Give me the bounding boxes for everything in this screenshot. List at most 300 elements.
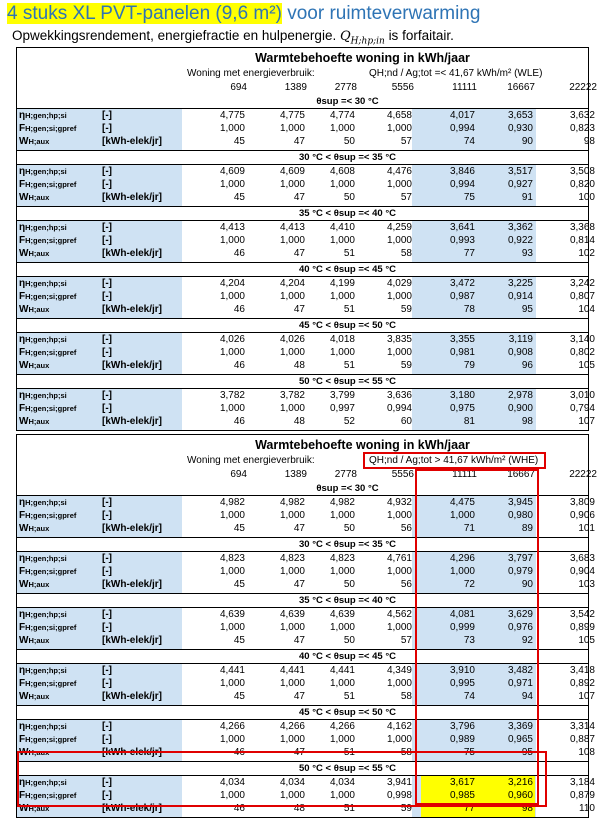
- table-cell: 107: [578, 416, 595, 427]
- table-cell: 3,617: [449, 777, 475, 788]
- row-unit: [kWh-elek/jr]: [102, 579, 163, 590]
- table-cell: 100: [578, 192, 595, 203]
- table-cell: 0,900: [507, 403, 533, 414]
- row-label: WH;aux: [19, 304, 50, 315]
- row-unit: [-]: [102, 390, 112, 401]
- table-cell: 0,994: [449, 179, 475, 190]
- group-header: 45 °C < θsup =< 50 °C: [17, 705, 588, 719]
- group-header: θsup =< 30 °C: [316, 483, 379, 494]
- table-cell: 56: [400, 579, 412, 590]
- table-cell: 1,000: [386, 734, 412, 745]
- table-cell: 1,000: [219, 678, 245, 689]
- column-header: 5556: [391, 82, 414, 93]
- table-cell: 1,000: [386, 347, 412, 358]
- table-cell: 4,441: [279, 665, 305, 676]
- table-cell: 0,993: [449, 235, 475, 246]
- table-cell: 1,000: [219, 179, 245, 190]
- table-cell: 4,018: [329, 334, 355, 345]
- table-cell: 4,476: [386, 166, 412, 177]
- annotation-box-last-group: [17, 751, 547, 807]
- table-cell: 1,000: [219, 510, 245, 521]
- row-unit: [-]: [102, 347, 112, 358]
- table-cell: 1,000: [279, 347, 305, 358]
- table-cell: 0,980: [507, 510, 533, 521]
- table-cell: 58: [400, 747, 412, 758]
- group-header: 50 °C < θsup =< 55 °C: [17, 761, 588, 775]
- table-cell: 3,362: [507, 222, 533, 233]
- table-cell: 3,180: [449, 390, 475, 401]
- table-cell: 90: [521, 579, 533, 590]
- table-cell: 4,639: [279, 609, 305, 620]
- table-cell: 60: [400, 416, 412, 427]
- table-cell: 4,410: [329, 222, 355, 233]
- table-cell: 4,029: [386, 278, 412, 289]
- table-cell: 98: [583, 136, 595, 147]
- row-label: ηH;gen;hp;si: [19, 334, 67, 345]
- column-headers: [17, 82, 597, 94]
- table-cell: 3,941: [386, 777, 412, 788]
- row-unit: [-]: [102, 235, 112, 246]
- table-cell: 3,010: [569, 390, 595, 401]
- table-cell: 74: [463, 136, 475, 147]
- table-cell: 0,971: [507, 678, 533, 689]
- table-cell: 3,797: [507, 553, 533, 564]
- group-header: 35 °C < θsup =< 40 °C: [17, 593, 588, 607]
- row-label: FH;gen;si;gpref: [19, 734, 77, 745]
- table-cell: 3,945: [507, 497, 533, 508]
- row-label: ηH;gen;hp;si: [19, 390, 67, 401]
- table-cell: 0,960: [507, 790, 533, 801]
- table-cell: 4,609: [219, 166, 245, 177]
- row-label: WH;aux: [19, 691, 50, 702]
- table-cell: 1,000: [386, 123, 412, 134]
- table-cell: 107: [578, 691, 595, 702]
- table-cell: 1,000: [279, 678, 305, 689]
- table-cell: 108: [578, 747, 595, 758]
- table-cell: 4,823: [279, 553, 305, 564]
- table-cell: 45: [233, 523, 245, 534]
- row-label: ηH;gen;hp;si: [19, 166, 67, 177]
- table-cell: 46: [233, 360, 245, 371]
- table-cell: 4,932: [386, 497, 412, 508]
- table-cell: 75: [463, 747, 475, 758]
- table-cell: 1,000: [449, 510, 475, 521]
- table-cell: 1,000: [279, 235, 305, 246]
- row-label: WH;aux: [19, 192, 50, 203]
- label-energy: Woning met energieverbruik:: [187, 455, 315, 466]
- table-cell: 0,985: [449, 790, 475, 801]
- table-cell: 1,000: [386, 566, 412, 577]
- table-cell: 47: [293, 635, 305, 646]
- row-label: WH;aux: [19, 248, 50, 259]
- row-label: ηH;gen;hp;si: [19, 278, 67, 289]
- table-cell: 4,775: [219, 110, 245, 121]
- row-unit: [-]: [102, 609, 112, 620]
- table-cell: 58: [400, 691, 412, 702]
- table-cell: 3,482: [507, 665, 533, 676]
- row-label: FH;gen;si;gpref: [19, 790, 77, 801]
- title-rest: voor ruimteverwarming: [281, 3, 481, 24]
- table-title: Warmtebehoefte woning in kWh/jaar: [255, 438, 470, 452]
- table-cell: 50: [343, 579, 355, 590]
- row-label: WH;aux: [19, 747, 50, 758]
- row-unit: [-]: [102, 721, 112, 732]
- row-units: [102, 664, 182, 705]
- group-header: 45 °C < θsup =< 50 °C: [17, 318, 588, 332]
- group-header: 40 °C < θsup =< 45 °C: [17, 649, 588, 663]
- row-label: ηH;gen;hp;si: [19, 777, 67, 788]
- table-cell: 51: [343, 304, 355, 315]
- row-label: ηH;gen;hp;si: [19, 721, 67, 732]
- row-label: FH;gen;si;gpref: [19, 678, 77, 689]
- row-unit: [-]: [102, 123, 112, 134]
- row-label: FH;gen;si;gpref: [19, 403, 77, 414]
- table-cell: 59: [400, 803, 412, 814]
- row-unit: [kWh-elek/jr]: [102, 360, 163, 371]
- table-cell: 3,782: [279, 390, 305, 401]
- table-cell: 51: [343, 691, 355, 702]
- table-cell: 45: [233, 691, 245, 702]
- table-cell: 4,982: [329, 497, 355, 508]
- table-cell: 51: [343, 360, 355, 371]
- table-cell: 46: [233, 304, 245, 315]
- table-cell: 105: [578, 360, 595, 371]
- table-cell: 47: [293, 136, 305, 147]
- table-cell: 0,994: [449, 123, 475, 134]
- column-header: 694: [230, 469, 247, 480]
- table-cell: 0,879: [569, 790, 595, 801]
- table-cell: 3,508: [569, 166, 595, 177]
- group-header: 50 °C < θsup =< 55 °C: [17, 374, 588, 388]
- table-cell: 50: [343, 136, 355, 147]
- group-header: θsup =< 30 °C: [316, 96, 379, 107]
- row-label: ηH;gen;hp;si: [19, 609, 67, 620]
- table-cell: 3,368: [569, 222, 595, 233]
- row-label: WH;aux: [19, 523, 50, 534]
- table-cell: 1,000: [219, 347, 245, 358]
- table-cell: 1,000: [219, 622, 245, 633]
- row-label: ηH;gen;hp;si: [19, 665, 67, 676]
- q-letter: Q: [339, 29, 351, 44]
- table-cell: 0,999: [449, 622, 475, 633]
- row-unit: [-]: [102, 510, 112, 521]
- row-label: ηH;gen;hp;si: [19, 110, 67, 121]
- row-unit: [-]: [102, 566, 112, 577]
- table-cell: 74: [463, 691, 475, 702]
- table-cell: 1,000: [329, 510, 355, 521]
- table-wle: [16, 47, 597, 431]
- row-label: FH;gen;si;gpref: [19, 347, 77, 358]
- table-cell: 4,081: [449, 609, 475, 620]
- column-header: 2778: [334, 469, 357, 480]
- table-cell: 3,225: [507, 278, 533, 289]
- table-cell: 45: [233, 635, 245, 646]
- table-title: Warmtebehoefte woning in kWh/jaar: [255, 51, 470, 65]
- table-cell: 1,000: [329, 790, 355, 801]
- table-cell: 1,000: [329, 291, 355, 302]
- data-group: [17, 332, 595, 374]
- table-cell: 46: [233, 248, 245, 259]
- table-cell: 98: [521, 416, 533, 427]
- row-unit: [kWh-elek/jr]: [102, 248, 163, 259]
- table-cell: 1,000: [329, 566, 355, 577]
- table-cell: 0,887: [569, 734, 595, 745]
- table-cell: 4,034: [329, 777, 355, 788]
- table-cell: 4,608: [329, 166, 355, 177]
- table-cell: 0,994: [386, 403, 412, 414]
- table-cell: 3,140: [569, 334, 595, 345]
- table-cell: 0,975: [449, 403, 475, 414]
- table-cell: 50: [343, 192, 355, 203]
- table-cell: 4,639: [329, 609, 355, 620]
- column-header: 22222: [569, 469, 597, 480]
- table-cell: 3,355: [449, 334, 475, 345]
- table-cell: 4,199: [329, 278, 355, 289]
- row-label: FH;gen;si;gpref: [19, 179, 77, 190]
- table-cell: 1,000: [279, 291, 305, 302]
- table-cell: 104: [578, 304, 595, 315]
- table-cell: 0,965: [507, 734, 533, 745]
- table-cell: 1,000: [386, 235, 412, 246]
- column-header: 16667: [507, 82, 535, 93]
- table-cell: 81: [463, 416, 475, 427]
- table-cell: 3,683: [569, 553, 595, 564]
- data-group: [17, 276, 595, 318]
- table-cell: 1,000: [219, 235, 245, 246]
- row-unit: [-]: [102, 665, 112, 676]
- table-cell: 3,517: [507, 166, 533, 177]
- row-label: WH;aux: [19, 803, 50, 814]
- page-title: [7, 2, 480, 26]
- table-cell: 103: [578, 579, 595, 590]
- table-cell: 91: [521, 192, 533, 203]
- table-cell: 3,799: [329, 390, 355, 401]
- table-cell: 1,000: [219, 403, 245, 414]
- column-header: 16667: [507, 469, 535, 480]
- table-cell: 0,927: [507, 179, 533, 190]
- table-cell: 1,000: [386, 291, 412, 302]
- row-units: [102, 165, 182, 206]
- row-unit: [kWh-elek/jr]: [102, 136, 163, 147]
- table-cell: 4,162: [386, 721, 412, 732]
- table-cell: 47: [293, 691, 305, 702]
- table-cell: 46: [233, 416, 245, 427]
- table-cell: 1,000: [329, 622, 355, 633]
- table-cell: 0,899: [569, 622, 595, 633]
- table-cell: 45: [233, 192, 245, 203]
- table-cell: 0,995: [449, 678, 475, 689]
- table-cell: 3,216: [507, 777, 533, 788]
- table-cell: 95: [521, 747, 533, 758]
- table-cell: 1,000: [219, 291, 245, 302]
- table-cell: 1,000: [386, 510, 412, 521]
- group-header: 40 °C < θsup =< 45 °C: [17, 262, 588, 276]
- table-cell: 47: [293, 579, 305, 590]
- table-cell: 4,441: [219, 665, 245, 676]
- table-cell: 1,000: [279, 790, 305, 801]
- table-cell: 4,658: [386, 110, 412, 121]
- table-cell: 1,000: [329, 347, 355, 358]
- label-criterion: QH;nd / Ag;tot =< 41,67 kWh/m² (WLE): [369, 68, 543, 79]
- table-cell: 0,930: [507, 123, 533, 134]
- table-cell: 1,000: [329, 179, 355, 190]
- table-cell: 3,632: [569, 110, 595, 121]
- table-cell: 4,982: [219, 497, 245, 508]
- table-cell: 51: [343, 747, 355, 758]
- table-cell: 0,823: [569, 123, 595, 134]
- table-cell: 0,997: [329, 403, 355, 414]
- table-cell: 1,000: [279, 734, 305, 745]
- row-label: FH;gen;si;gpref: [19, 622, 77, 633]
- table-cell: 4,204: [279, 278, 305, 289]
- row-unit: [-]: [102, 734, 112, 745]
- label-energy: Woning met energieverbruik:: [187, 68, 315, 79]
- table-cell: 51: [343, 803, 355, 814]
- table-cell: 47: [293, 192, 305, 203]
- table-cell: 93: [521, 248, 533, 259]
- data-group: [17, 388, 595, 430]
- table-cell: 0,794: [569, 403, 595, 414]
- row-label: FH;gen;si;gpref: [19, 235, 77, 246]
- table-cell: 0,820: [569, 179, 595, 190]
- table-cell: 1,000: [329, 123, 355, 134]
- table-cell: 0,802: [569, 347, 595, 358]
- table-cell: 57: [400, 635, 412, 646]
- table-cell: 0,922: [507, 235, 533, 246]
- table-cell: 0,904: [569, 566, 595, 577]
- table-cell: 92: [521, 635, 533, 646]
- column-header: 2778: [334, 82, 357, 93]
- table-cell: 1,000: [219, 734, 245, 745]
- group-header: 30 °C < θsup =< 35 °C: [17, 537, 588, 551]
- table-cell: 0,908: [507, 347, 533, 358]
- table-header: [17, 48, 597, 108]
- row-unit: [-]: [102, 553, 112, 564]
- row-unit: [-]: [102, 334, 112, 345]
- table-cell: 77: [463, 803, 475, 814]
- table-cell: 3,369: [507, 721, 533, 732]
- data-group: [17, 164, 595, 206]
- table-cell: 1,000: [329, 235, 355, 246]
- row-units: [102, 333, 182, 374]
- row-unit: [-]: [102, 291, 112, 302]
- table-cell: 59: [400, 304, 412, 315]
- table-cell: 48: [293, 416, 305, 427]
- table-cell: 57: [400, 192, 412, 203]
- table-cell: 90: [521, 136, 533, 147]
- table-cell: 0,976: [507, 622, 533, 633]
- table-cell: 0,906: [569, 510, 595, 521]
- row-unit: [kWh-elek/jr]: [102, 635, 163, 646]
- row-label: WH;aux: [19, 416, 50, 427]
- table-cell: 71: [463, 523, 475, 534]
- subtitle-text-end: is forfaitair.: [388, 28, 454, 43]
- row-label: ηH;gen;hp;si: [19, 553, 67, 564]
- table-cell: 47: [293, 248, 305, 259]
- table-cell: 4,775: [279, 110, 305, 121]
- row-label: WH;aux: [19, 136, 50, 147]
- table-cell: 4,034: [279, 777, 305, 788]
- table-cell: 4,823: [219, 553, 245, 564]
- table-cell: 1,000: [386, 622, 412, 633]
- table-cell: 52: [343, 416, 355, 427]
- row-unit: [-]: [102, 179, 112, 190]
- table-cell: 105: [578, 635, 595, 646]
- table-cell: 56: [400, 523, 412, 534]
- table-cell: 0,989: [449, 734, 475, 745]
- table-cell: 89: [521, 523, 533, 534]
- row-unit: [kWh-elek/jr]: [102, 523, 163, 534]
- row-unit: [-]: [102, 166, 112, 177]
- row-unit: [kWh-elek/jr]: [102, 691, 163, 702]
- row-label: WH;aux: [19, 579, 50, 590]
- table-cell: 4,026: [279, 334, 305, 345]
- table-cell: 45: [233, 579, 245, 590]
- table-cell: 4,562: [386, 609, 412, 620]
- row-unit: [-]: [102, 497, 112, 508]
- column-header: 5556: [391, 469, 414, 480]
- table-cell: 1,000: [219, 123, 245, 134]
- table-cell: 72: [463, 579, 475, 590]
- table-cell: 1,000: [279, 510, 305, 521]
- annotation-box-criterion: [363, 452, 546, 469]
- table-cell: 1,000: [279, 566, 305, 577]
- table-cell: 47: [293, 304, 305, 315]
- table-cell: 4,034: [219, 777, 245, 788]
- q-symbol: [339, 29, 385, 47]
- table-cell: 4,026: [219, 334, 245, 345]
- table-cell: 4,609: [279, 166, 305, 177]
- q-subscript: H;hp;in: [350, 36, 385, 47]
- table-cell: 1,000: [329, 734, 355, 745]
- column-header: 11111: [452, 82, 477, 93]
- table-cell: 77: [463, 248, 475, 259]
- row-units: [102, 608, 182, 649]
- table-cell: 4,413: [219, 222, 245, 233]
- row-units: [102, 496, 182, 537]
- table-cell: 4,017: [449, 110, 475, 121]
- row-unit: [-]: [102, 278, 112, 289]
- table-cell: 0,892: [569, 678, 595, 689]
- table-cell: 3,119: [508, 334, 533, 345]
- table-cell: 4,204: [219, 278, 245, 289]
- table-cell: 94: [521, 691, 533, 702]
- row-label: FH;gen;si;gpref: [19, 510, 77, 521]
- table-cell: 47: [293, 523, 305, 534]
- row-unit: [kWh-elek/jr]: [102, 192, 163, 203]
- table-cell: 1,000: [386, 179, 412, 190]
- table-cell: 73: [463, 635, 475, 646]
- table-cell: 4,982: [279, 497, 305, 508]
- table-cell: 51: [343, 248, 355, 259]
- table-cell: 3,636: [386, 390, 412, 401]
- table-cell: 3,542: [569, 609, 595, 620]
- table-cell: 4,761: [386, 553, 412, 564]
- row-unit: [-]: [102, 403, 112, 414]
- row-unit: [kWh-elek/jr]: [102, 803, 163, 814]
- table-cell: 0,807: [569, 291, 595, 302]
- column-header: 11111: [452, 469, 477, 480]
- table-cell: 50: [343, 523, 355, 534]
- table-cell: 3,809: [569, 497, 595, 508]
- table-cell: 0,979: [507, 566, 533, 577]
- table-cell: 4,266: [279, 721, 305, 732]
- table-cell: 57: [400, 136, 412, 147]
- table-cell: 0,914: [507, 291, 533, 302]
- table-cell: 1,000: [279, 622, 305, 633]
- table-cell: 4,823: [329, 553, 355, 564]
- table-whe: [16, 434, 597, 818]
